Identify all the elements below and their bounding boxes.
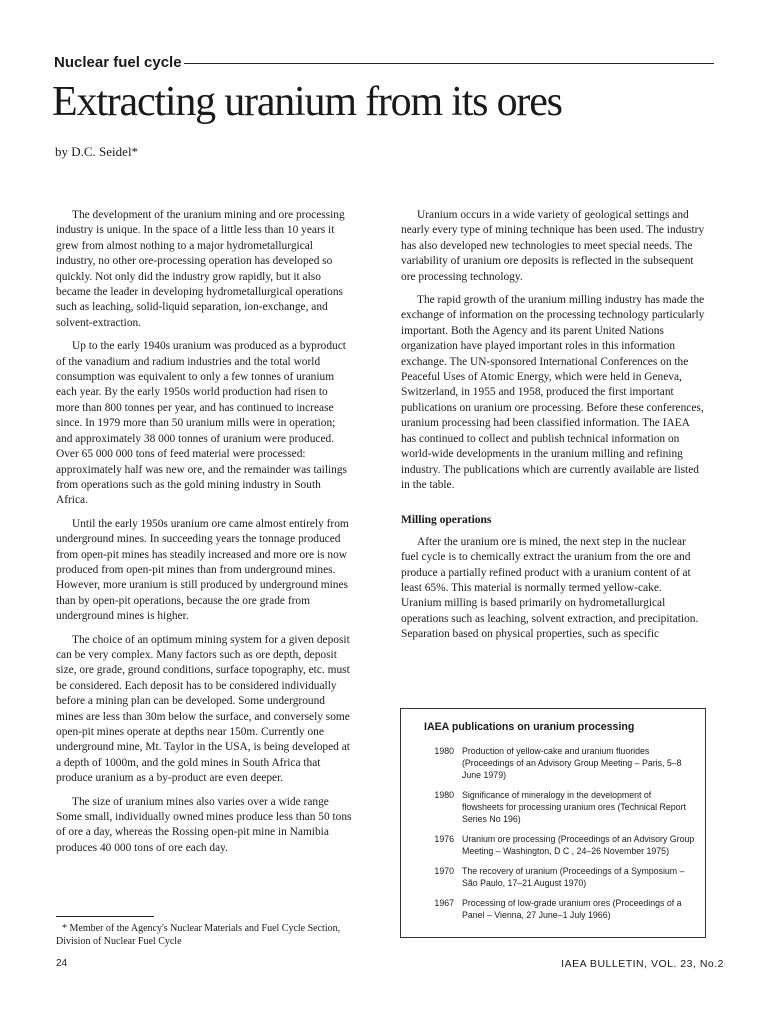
body-paragraph: After the uranium ore is mined, the next step in the nuclear fuel cycle is to chemically extract the uranium from the ore and produce a partially refined product with a uranium content of at least 65%. This material is normally termed yellow-cake. Uranium milling is based primarily on hydrometallurgical operations such as leaching, solvent extraction, and precipitation. Separation based on physical properties, such as specific: [401, 535, 699, 641]
table-row: [421, 865, 695, 889]
page-number: 24: [56, 958, 68, 969]
article-title: Extracting uranium from its ores: [52, 79, 562, 125]
journal-reference: IAEA BULLETIN, VOL. 23, No.2: [561, 958, 724, 970]
body-paragraph: The development of the uranium mining and ore processing industry is unique. In the space of a little less than 10 years it grew from almost nothing to a major hydrometallurgical industry, no other ore-processing operation has developed so quickly. Not only did the industry grow rapidly, but it also became the leader in developing hydrometallurgical operations such as leaching, solid-liquid separation, ion-exchange, and solvent-extraction.: [56, 209, 345, 329]
left-column: [56, 208, 353, 864]
section-label: Nuclear fuel cycle: [54, 53, 182, 71]
pub-title: Significance of mineralogy in the development of flowsheets for processing uranium ores (Technical Report Series No 196): [462, 790, 686, 824]
section-rule: [184, 63, 714, 64]
pub-year: 1967: [434, 898, 454, 908]
pub-title: Uranium ore processing (Proceedings of an Advisory Group Meeting – Washington, D C , 24–26 November 1975): [462, 834, 695, 856]
body-paragraph: The rapid growth of the uranium milling industry has made the exchange of information on the processing technology particularly important. Both the Agency and its parent United Nations organization have played important roles in this information exchange. The UN-sponsored International Conferences on the Peaceful Uses of Atomic Energy, which were held in Geneva, Switzerland, in 1955 and 1958, produced the first important publications on uranium ore processing. Before these conferences, uranium processing had been classified information. The IAEA has continued to collect and publish technical information on world-wide developments in the uranium milling and refining industry. The publications which are currently available are listed in the table.: [401, 294, 705, 491]
subheading-milling: Milling operations: [401, 514, 492, 527]
section-header: [54, 52, 714, 72]
body-paragraph: Uranium occurs in a wide variety of geological settings and nearly every type of mining technique has been used. The industry has also developed new technologies to meet special needs. The variability of uranium ore deposits is reflected in the subsequent ore processing technology.: [401, 209, 705, 283]
pub-title: Production of yellow-cake and uranium fluorides (Proceedings of an Advisory Group Meeting – Paris, 5–8 June 1979): [462, 746, 682, 780]
table-row: [421, 833, 695, 857]
pub-year: 1980: [434, 790, 454, 800]
pub-year: 1976: [434, 834, 454, 844]
publications-table: [400, 708, 706, 938]
table-row: [421, 897, 695, 921]
byline: by D.C. Seidel*: [55, 144, 139, 159]
pub-year: 1980: [434, 746, 454, 756]
right-column: [401, 208, 705, 651]
table-row: [421, 745, 695, 781]
footnote: * Member of the Agency's Nuclear Materials and Fuel Cycle Section, Division of Nuclear Fuel Cycle: [56, 923, 341, 947]
pub-year: 1970: [434, 866, 454, 876]
body-paragraph: Up to the early 1940s uranium was produced as a byproduct of the vanadium and radium industries and the total world consumption was equivalent to only a few tonnes of uranium each year. By the early 1950s world production had risen to more than 800 tonnes per year, and has continued to increase since. In 1979 more than 50 uranium mills were in operation; and approximately 38 000 tonnes of uranium were produced. Over 65 000 000 tons of feed material were processed: approximately half was new ore, and the remainder was tailings from operations such as the gold mining industry in South Africa.: [56, 340, 347, 507]
body-paragraph: The choice of an optimum mining system for a given deposit can be very complex. Many factors such as ore depth, deposit size, ore grade, ground conditions, surface topography, etc. must be considered. Each deposit has to be considered individually before a mining plan can be developed. Some underground mines are less than 30m below the surface, and conversely some open-pit mines operate at depths near 150m. Currently one underground mine, Mt. Taylor in the USA, is being developed at a depth of 1000m, and the gold mines in South Africa that produce uranium as a by-product are even deeper.: [56, 633, 350, 785]
pub-title: The recovery of uranium (Proceedings of a Symposium – São Paulo, 17–21 August 1970): [462, 866, 685, 888]
body-paragraph: The size of uranium mines also varies over a wide range Some small, individually owned mines produce less than 50 tons of ore a day, whereas the Rossing open-pit mine in Namibia produces 40 000 tons of ore each day.: [56, 795, 352, 854]
body-paragraph: Until the early 1950s uranium ore came almost entirely from underground mines. In succeeding years the tonnage produced from open-pit mines has steadily increased and more ore is now produced from open-pit mines than from underground mines. However, more uranium is still produced by underground mines than by open-pit operations, because the ore grade from underground mines is higher.: [56, 517, 349, 623]
table-title: IAEA publications on uranium processing: [424, 721, 635, 733]
table-row: [421, 789, 695, 825]
pub-title: Processing of low-grade uranium ores (Proceedings of a Panel – Vienna, 27 June–1 July 1966): [462, 898, 682, 920]
footnote-rule: [56, 916, 154, 917]
